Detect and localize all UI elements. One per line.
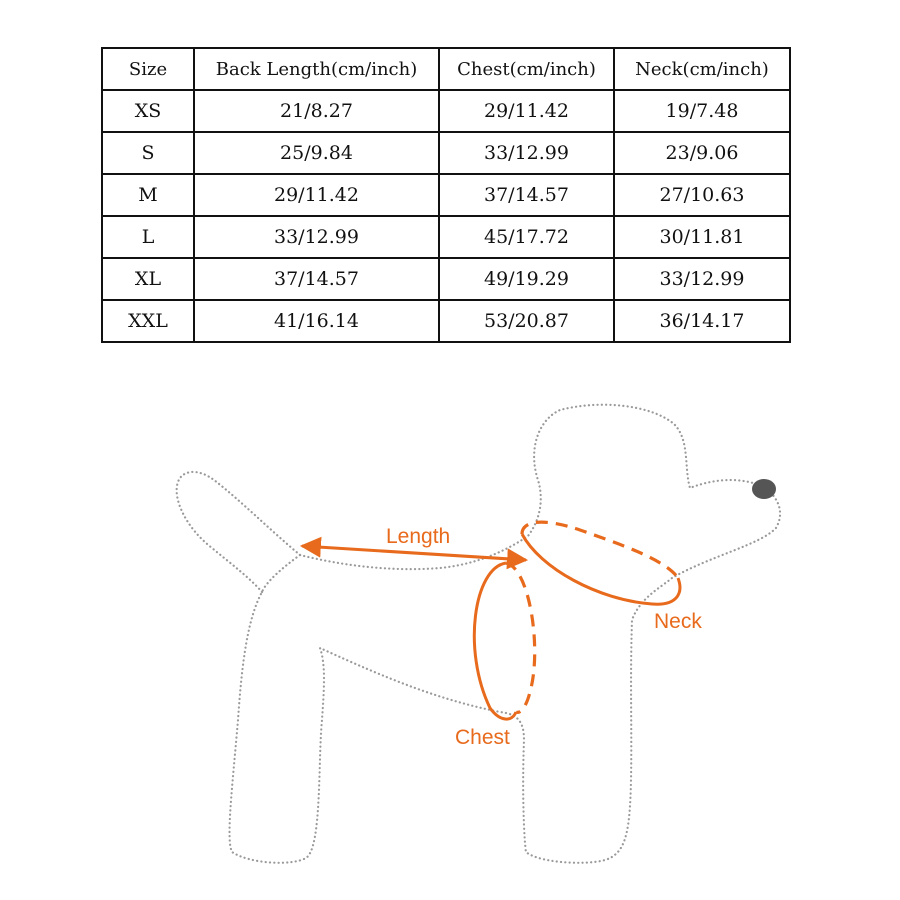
cell-back-length: 25/9.84 [194,132,439,174]
dog-body-outline [230,405,781,863]
header-neck: Neck(cm/inch) [614,48,790,90]
cell-size: S [102,132,194,174]
cell-neck: 23/9.06 [614,132,790,174]
cell-size: XS [102,90,194,132]
chest-loop-back [506,563,535,712]
cell-back-length: 29/11.42 [194,174,439,216]
cell-chest: 49/19.29 [439,258,614,300]
chest-loop-front [474,563,516,719]
cell-size: M [102,174,194,216]
cell-neck: 33/12.99 [614,258,790,300]
length-label: Length [386,525,451,548]
neck-label: Neck [654,610,702,633]
header-chest: Chest(cm/inch) [439,48,614,90]
length-arrow [302,546,526,560]
cell-chest: 33/12.99 [439,132,614,174]
cell-back-length: 33/12.99 [194,216,439,258]
cell-back-length: 21/8.27 [194,90,439,132]
dog-nose [752,479,776,499]
cell-neck: 36/14.17 [614,300,790,342]
cell-back-length: 37/14.57 [194,258,439,300]
dog-outline [177,405,780,863]
cell-size: XXL [102,300,194,342]
header-size: Size [102,48,194,90]
cell-neck: 19/7.48 [614,90,790,132]
header-back-length: Back Length(cm/inch) [194,48,439,90]
cell-chest: 45/17.72 [439,216,614,258]
chest-label: Chest [455,726,510,749]
cell-back-length: 41/16.14 [194,300,439,342]
neck-loop-back [522,522,678,578]
cell-neck: 30/11.81 [614,216,790,258]
dog-tail-outline [177,472,300,592]
cell-neck: 27/10.63 [614,174,790,216]
cell-size: XL [102,258,194,300]
neck-loop-front [522,534,680,604]
cell-size: L [102,216,194,258]
cell-chest: 53/20.87 [439,300,614,342]
cell-chest: 37/14.57 [439,174,614,216]
cell-chest: 29/11.42 [439,90,614,132]
